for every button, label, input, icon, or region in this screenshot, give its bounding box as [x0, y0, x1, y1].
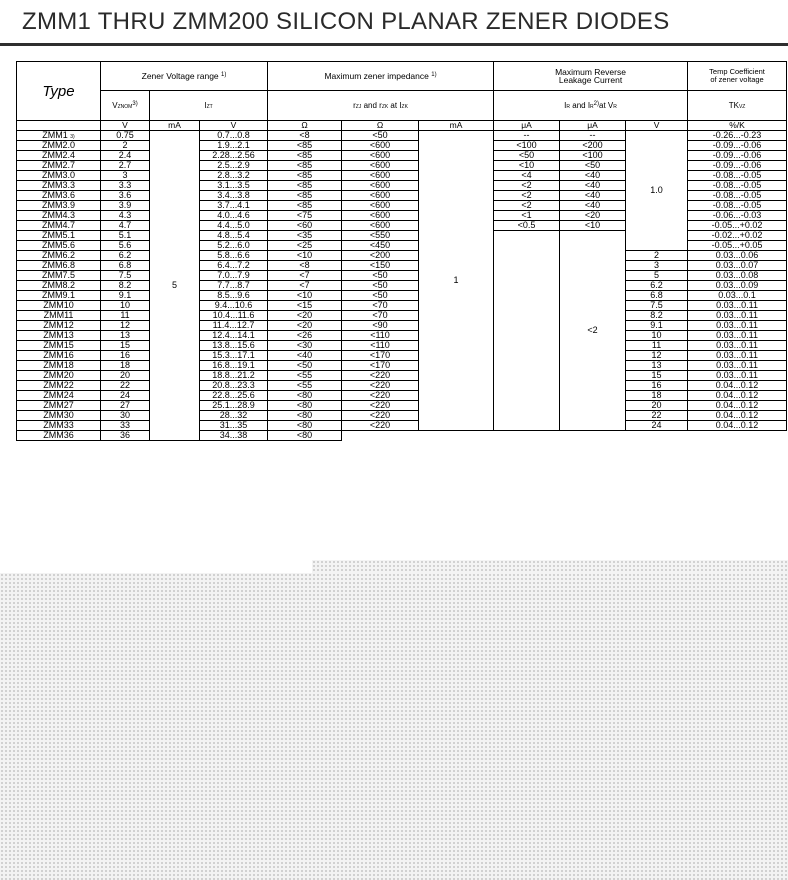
vz-range-cell: 2.28...2.56 [200, 151, 268, 161]
ir1-cell: <50 [494, 151, 560, 161]
tk-cell: 0.03...0.11 [688, 371, 787, 381]
impedance-header: Maximum zener impedance $^{1)}$ [268, 62, 494, 91]
vznom-cell: 15 [101, 341, 150, 351]
unit-cell: V [101, 121, 150, 131]
tk-cell: 0.03...0.11 [688, 351, 787, 361]
rzj-cell: <75 [268, 211, 342, 221]
tk-cell: -0.05...+0.02 [688, 221, 787, 231]
tk-cell: 0.04...0.12 [688, 391, 787, 401]
rzk-cell: <220 [342, 421, 419, 431]
ir2-cell: <20 [560, 211, 626, 221]
vznom-cell: 3 [101, 171, 150, 181]
vznom-cell: 27 [101, 401, 150, 411]
ir2-cell: <40 [560, 181, 626, 191]
vznom-cell: 22 [101, 381, 150, 391]
vr-cell: 5 [626, 271, 688, 281]
rzj-cell: <8 [268, 261, 342, 271]
tk-header: TKVZ [688, 91, 787, 121]
redaction-overlay-edge [312, 560, 788, 574]
rzj-cell: <8 [268, 131, 342, 141]
vz-range-cell: 7.7...8.7 [200, 281, 268, 291]
type-cell: ZMM5.1 [17, 231, 101, 241]
rzj-cell: <30 [268, 341, 342, 351]
rzk-cell: <550 [342, 231, 419, 241]
tk-cell: 0.03...0.1 [688, 291, 787, 301]
vznom-cell: 8.2 [101, 281, 150, 291]
tk-cell: 0.03...0.08 [688, 271, 787, 281]
rzj-cell: <80 [268, 411, 342, 421]
izt-merged-cell: 5 [150, 131, 200, 441]
ir1-cell: <0.5 [494, 221, 560, 231]
table-row [17, 431, 787, 441]
vznom-cell: 3.9 [101, 201, 150, 211]
type-cell: ZMM6.8 [17, 261, 101, 271]
table-row [17, 251, 787, 261]
type-cell: ZMM1 3) [17, 131, 101, 141]
vznom-cell: 4.3 [101, 211, 150, 221]
tk-cell: -0.08...-0.05 [688, 181, 787, 191]
table-row [17, 261, 787, 271]
tk-cell: -0.08...-0.05 [688, 191, 787, 201]
vznom-cell: 12 [101, 321, 150, 331]
unit-cell: Ω [342, 121, 419, 131]
vznom-cell: 3.6 [101, 191, 150, 201]
tk-cell: 0.03...0.11 [688, 361, 787, 371]
type-cell: ZMM3.0 [17, 171, 101, 181]
tk-cell: -0.09...-0.06 [688, 151, 787, 161]
vr-cell: 8.2 [626, 311, 688, 321]
ir2-merged-cell: <2 [560, 231, 626, 431]
ir2-cell: <40 [560, 191, 626, 201]
rzk-cell: <450 [342, 241, 419, 251]
rzk-cell: <600 [342, 201, 419, 211]
tk-cell: -0.09...-0.06 [688, 141, 787, 151]
rzk-cell: <600 [342, 161, 419, 171]
type-cell: ZMM2.7 [17, 161, 101, 171]
type-cell: ZMM11 [17, 311, 101, 321]
table-row [17, 321, 787, 331]
vz-range-cell: 6.4...7.2 [200, 261, 268, 271]
vz-range-cell: 16.8...19.1 [200, 361, 268, 371]
vznom-cell: 16 [101, 351, 150, 361]
rzj-cell: <85 [268, 141, 342, 151]
vz-range-cell: 10.4...11.6 [200, 311, 268, 321]
rzk-cell: <220 [342, 411, 419, 421]
tk-cell: 0.03...0.11 [688, 301, 787, 311]
rzj-cell: <10 [268, 291, 342, 301]
rzj-cell: <80 [268, 401, 342, 411]
rzk-cell: <200 [342, 251, 419, 261]
type-cell: ZMM15 [17, 341, 101, 351]
vr-cell: 10 [626, 331, 688, 341]
rzk-cell: <50 [342, 131, 419, 141]
vr-cell: 2 [626, 251, 688, 261]
vz-range-cell: 3.7...4.1 [200, 201, 268, 211]
type-cell: ZMM16 [17, 351, 101, 361]
vr-cell: 22 [626, 411, 688, 421]
vz-range-cell: 25.1...28.9 [200, 401, 268, 411]
table-row [17, 361, 787, 371]
vr-merged-cell: 1.0 [626, 131, 688, 251]
tk-cell: -0.02...+0.02 [688, 231, 787, 241]
type-cell: ZMM20 [17, 371, 101, 381]
vznom-cell: 4.7 [101, 221, 150, 231]
vz-range-cell: 9.4...10.6 [200, 301, 268, 311]
vr-cell: 3 [626, 261, 688, 271]
rzk-cell: <220 [342, 371, 419, 381]
vznom-cell: 18 [101, 361, 150, 371]
unit-cell: μA [494, 121, 560, 131]
vz-range-cell: 2.8...3.2 [200, 171, 268, 181]
table-row [17, 291, 787, 301]
unit-cell: V [626, 121, 688, 131]
ir1-cell: <10 [494, 161, 560, 171]
tk-cell: 0.03...0.11 [688, 341, 787, 351]
type-cell: ZMM36 [17, 431, 101, 441]
vz-range-cell: 8.5...9.6 [200, 291, 268, 301]
vz-range-cell: 3.4...3.8 [200, 191, 268, 201]
vz-range-cell: 28...32 [200, 411, 268, 421]
tk-cell: 0.03...0.09 [688, 281, 787, 291]
rzk-cell: <50 [342, 281, 419, 291]
rzk-cell: <600 [342, 221, 419, 231]
ir2-cell: <100 [560, 151, 626, 161]
type-cell: ZMM13 [17, 331, 101, 341]
tk-cell: -0.06...-0.03 [688, 211, 787, 221]
rzj-cell: <20 [268, 321, 342, 331]
table-row [17, 311, 787, 321]
rzj-cell: <80 [268, 391, 342, 401]
ir1-cell: <4 [494, 171, 560, 181]
type-cell: ZMM4.3 [17, 211, 101, 221]
table-row [17, 371, 787, 381]
vznom-cell: 10 [101, 301, 150, 311]
vz-range-cell: 11.4...12.7 [200, 321, 268, 331]
vznom-cell: 24 [101, 391, 150, 401]
type-cell: ZMM30 [17, 411, 101, 421]
tk-cell: 0.04...0.12 [688, 411, 787, 421]
table-row [17, 341, 787, 351]
type-cell: ZMM3.9 [17, 201, 101, 211]
ir-header: IR and IR$^{2)}$at VR [494, 91, 688, 121]
vz-range-cell: 1.9...2.1 [200, 141, 268, 151]
table-row [17, 381, 787, 391]
type-header: Type [17, 62, 101, 121]
type-cell: ZMM8.2 [17, 281, 101, 291]
ir1-cell: <2 [494, 191, 560, 201]
vz-range-cell: 34...38 [200, 431, 268, 441]
ir1-cell: <2 [494, 201, 560, 211]
rzj-cell: <40 [268, 351, 342, 361]
vznom-cell: 0.75 [101, 131, 150, 141]
rzk-cell: <110 [342, 331, 419, 341]
rzj-cell: <7 [268, 271, 342, 281]
table-row [17, 131, 787, 141]
vznom-header: VZNOM$^{3)}$ [101, 91, 150, 121]
tk-cell: 0.03...0.11 [688, 331, 787, 341]
unit-cell: Ω [268, 121, 342, 131]
ir2-cell: <50 [560, 161, 626, 171]
tk-cell: 0.04...0.12 [688, 401, 787, 411]
type-cell: ZMM2.4 [17, 151, 101, 161]
tk-cell: -0.08...-0.05 [688, 171, 787, 181]
page-title: ZMM1 THRU ZMM200 SILICON PLANAR ZENER DIODES [22, 8, 670, 35]
table-row [17, 351, 787, 361]
type-cell: ZMM5.6 [17, 241, 101, 251]
vr-cell: 6.2 [626, 281, 688, 291]
title-underline [0, 43, 788, 46]
type-cell: ZMM2.0 [17, 141, 101, 151]
type-cell: ZMM3.3 [17, 181, 101, 191]
vznom-cell: 20 [101, 371, 150, 381]
rzk-cell: <50 [342, 291, 419, 301]
vznom-cell: 2 [101, 141, 150, 151]
rzk-cell: <600 [342, 191, 419, 201]
vr-cell: 16 [626, 381, 688, 391]
vznom-cell: 6.2 [101, 251, 150, 261]
zener-spec-table [16, 61, 787, 441]
tk-cell: 0.04...0.12 [688, 381, 787, 391]
type-cell: ZMM3.6 [17, 191, 101, 201]
units-row [17, 121, 787, 131]
rzk-cell: <600 [342, 211, 419, 221]
ir2-cell: <40 [560, 201, 626, 211]
vznom-cell: 5.6 [101, 241, 150, 251]
vz-range-cell: 20.8...23.3 [200, 381, 268, 391]
rzk-cell: <150 [342, 261, 419, 271]
rzj-cell: <60 [268, 221, 342, 231]
ir1-blank-cell [494, 231, 560, 431]
unit-cell: mA [419, 121, 494, 131]
rzj-cell: <85 [268, 181, 342, 191]
table-row [17, 421, 787, 431]
rzk-cell: <90 [342, 321, 419, 331]
vr-cell: 11 [626, 341, 688, 351]
rzk-cell: <170 [342, 351, 419, 361]
type-cell: ZMM10 [17, 301, 101, 311]
vr-cell: 7.5 [626, 301, 688, 311]
tk-cell: 0.03...0.07 [688, 261, 787, 271]
rzk-cell: <70 [342, 311, 419, 321]
vznom-cell: 33 [101, 421, 150, 431]
vz-range-cell: 15.3...17.1 [200, 351, 268, 361]
ir1-cell: <2 [494, 181, 560, 191]
rzj-cell: <25 [268, 241, 342, 251]
type-cell: ZMM27 [17, 401, 101, 411]
ir2-cell: <10 [560, 221, 626, 231]
table-row [17, 331, 787, 341]
vr-cell: 20 [626, 401, 688, 411]
rzj-cell: <7 [268, 281, 342, 291]
rzj-cell: <85 [268, 201, 342, 211]
type-cell: ZMM6.2 [17, 251, 101, 261]
vz-range-cell: 5.2...6.0 [200, 241, 268, 251]
table-row [17, 281, 787, 291]
rzk-cell: <70 [342, 301, 419, 311]
vznom-cell: 30 [101, 411, 150, 421]
type-cell: ZMM33 [17, 421, 101, 431]
vz-range-cell: 4.8...5.4 [200, 231, 268, 241]
leakage-header: Maximum Reverse Leakage Current [494, 62, 688, 91]
vznom-cell: 2.7 [101, 161, 150, 171]
vr-cell: 12 [626, 351, 688, 361]
rzj-cell: <50 [268, 361, 342, 371]
vr-cell: 24 [626, 421, 688, 431]
unit-cell: mA [150, 121, 200, 131]
zener-voltage-header: Zener Voltage range $^{1)}$ [101, 62, 268, 91]
vznom-cell: 9.1 [101, 291, 150, 301]
ir2-cell: <40 [560, 171, 626, 181]
ir1-cell: <100 [494, 141, 560, 151]
rzj-cell: <85 [268, 151, 342, 161]
vz-range-cell: 7.0...7.9 [200, 271, 268, 281]
vznom-cell: 6.8 [101, 261, 150, 271]
unit-cell: μA [560, 121, 626, 131]
rz-header: rZJ and rZK at IZK [268, 91, 494, 121]
rzj-cell: <10 [268, 251, 342, 261]
rzk-cell: <600 [342, 141, 419, 151]
vznom-cell: 2.4 [101, 151, 150, 161]
vz-range-cell: 0.7...0.8 [200, 131, 268, 141]
vz-range-cell: 5.8...6.6 [200, 251, 268, 261]
table-row [17, 301, 787, 311]
type-cell: ZMM7.5 [17, 271, 101, 281]
izt-header: IZT [150, 91, 268, 121]
tk-cell: -0.26...-0.23 [688, 131, 787, 141]
vznom-cell: 13 [101, 331, 150, 341]
vr-cell: 15 [626, 371, 688, 381]
vr-cell: 13 [626, 361, 688, 371]
izk-merged-cell: 1 [419, 131, 494, 431]
vz-range-cell: 18.8...21.2 [200, 371, 268, 381]
rzj-cell: <15 [268, 301, 342, 311]
table-row [17, 401, 787, 411]
table-row [17, 391, 787, 401]
rzk-cell: <50 [342, 271, 419, 281]
rzj-cell: <55 [268, 371, 342, 381]
vz-range-cell: 31...35 [200, 421, 268, 431]
temp-coef-header: Temp Coefficient of zener voltage [688, 62, 787, 91]
vz-range-cell: 13.8...15.6 [200, 341, 268, 351]
vz-range-cell: 4.0...4.6 [200, 211, 268, 221]
vznom-cell: 11 [101, 311, 150, 321]
rzk-cell: <220 [342, 381, 419, 391]
vz-range-cell: 2.5...2.9 [200, 161, 268, 171]
rzj-cell: <20 [268, 311, 342, 321]
rzj-cell: <35 [268, 231, 342, 241]
unit-cell: V [200, 121, 268, 131]
vz-range-cell: 4.4...5.0 [200, 221, 268, 231]
ir1-cell: <1 [494, 211, 560, 221]
rzk-cell: <110 [342, 341, 419, 351]
type-cell: ZMM24 [17, 391, 101, 401]
vznom-cell: 36 [101, 431, 150, 441]
rzj-cell: <85 [268, 161, 342, 171]
redaction-overlay [0, 573, 788, 880]
vr-cell: 18 [626, 391, 688, 401]
rzk-cell: <220 [342, 391, 419, 401]
vr-cell: 9.1 [626, 321, 688, 331]
ir2-cell: <200 [560, 141, 626, 151]
ir1-cell: -- [494, 131, 560, 141]
rzk-cell: <170 [342, 361, 419, 371]
tk-cell: 0.03...0.06 [688, 251, 787, 261]
type-units-blank [17, 121, 101, 131]
type-cell: ZMM12 [17, 321, 101, 331]
tk-cell: -0.09...-0.06 [688, 161, 787, 171]
rzj-cell: <80 [268, 421, 342, 431]
rzj-cell: <55 [268, 381, 342, 391]
vznom-cell: 3.3 [101, 181, 150, 191]
type-cell: ZMM22 [17, 381, 101, 391]
ir2-cell: -- [560, 131, 626, 141]
tk-cell: -0.05...+0.05 [688, 241, 787, 251]
vznom-cell: 5.1 [101, 231, 150, 241]
type-cell: ZMM18 [17, 361, 101, 371]
vznom-cell: 7.5 [101, 271, 150, 281]
type-cell: ZMM9.1 [17, 291, 101, 301]
unit-cell: %/K [688, 121, 787, 131]
vz-range-cell: 12.4...14.1 [200, 331, 268, 341]
rzk-cell: <600 [342, 171, 419, 181]
vz-range-cell: 3.1...3.5 [200, 181, 268, 191]
rzk-cell: <220 [342, 401, 419, 411]
tk-cell: -0.08...-0.05 [688, 201, 787, 211]
tk-cell: 0.03...0.11 [688, 321, 787, 331]
spec-rows [17, 131, 787, 441]
tk-cell: 0.04...0.12 [688, 421, 787, 431]
table-row [17, 271, 787, 281]
rzk-cell: <600 [342, 151, 419, 161]
rzj-cell: <26 [268, 331, 342, 341]
type-cell: ZMM4.7 [17, 221, 101, 231]
rzj-cell: <80 [268, 431, 342, 441]
tk-cell: 0.03...0.11 [688, 311, 787, 321]
vz-range-cell: 22.8...25.6 [200, 391, 268, 401]
rzj-cell: <85 [268, 171, 342, 181]
vr-cell: 6.8 [626, 291, 688, 301]
rzj-cell: <85 [268, 191, 342, 201]
table-row [17, 411, 787, 421]
type-footnote: 3) [70, 134, 75, 140]
rzk-cell: <600 [342, 181, 419, 191]
